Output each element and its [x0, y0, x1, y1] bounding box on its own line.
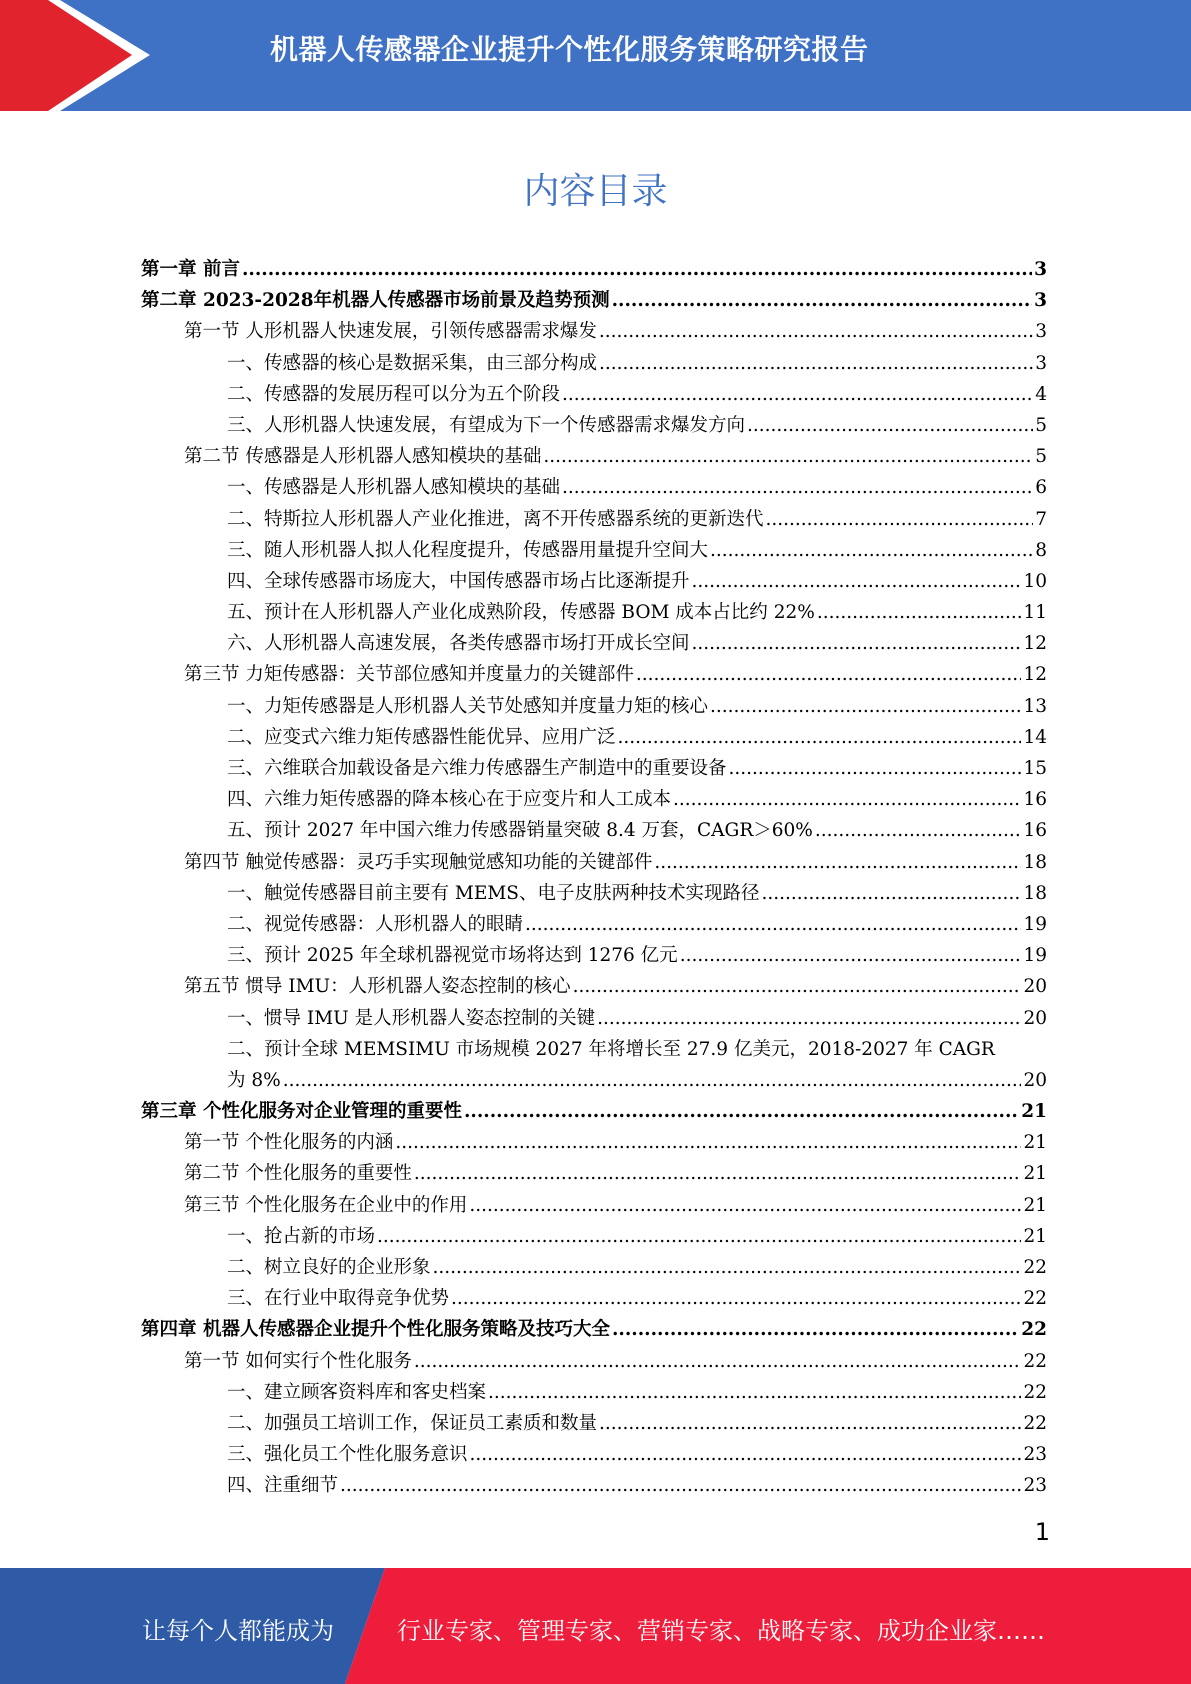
toc-entry-label: 一、抢占新的市场: [227, 1225, 376, 1247]
toc-entry-label: 第二节 传感器是人形机器人感知模块的基础: [184, 446, 542, 468]
toc-dot-leader: [680, 940, 1022, 971]
toc-entry[interactable]: [141, 566, 1047, 597]
toc-page-number: 5: [1035, 446, 1047, 468]
toc-page-number: 3: [1034, 259, 1047, 280]
toc-entry[interactable]: [141, 847, 1047, 878]
toc-dot-leader: [340, 1470, 1021, 1501]
toc-page-number: 20: [1023, 1007, 1047, 1029]
toc-entry-label: 一、传感器的核心是数据采集，由三部分构成: [227, 352, 598, 374]
toc-entry-label: 三、在行业中取得竞争优势: [227, 1288, 450, 1310]
toc-entry[interactable]: [141, 441, 1047, 472]
header-chevron-graphic: [0, 0, 160, 111]
toc-entry-label: 第三节 力矩传感器：关节部位感知并度量力的关键部件: [184, 664, 634, 686]
toc-entry-label: 第一节 人形机器人快速发展，引领传感器需求爆发: [184, 321, 597, 343]
toc-entry-label: 二、传感器的发展历程可以分为五个阶段: [227, 383, 561, 405]
toc-entry[interactable]: [141, 1065, 1047, 1096]
toc-dot-leader: [414, 1346, 1022, 1377]
toc-entry-label: 第二章 2023-2028年机器人传感器市场前景及趋势预测: [141, 290, 610, 312]
toc-entry[interactable]: [141, 971, 1047, 1002]
toc-entry[interactable]: [141, 1314, 1047, 1345]
page-number: 1: [1034, 1518, 1050, 1546]
toc-entry[interactable]: [141, 878, 1047, 909]
toc-entry[interactable]: [141, 285, 1047, 316]
toc-entry[interactable]: [141, 1470, 1047, 1501]
toc-entry-label: 第五节 惯导 IMU：人形机器人姿态控制的核心: [184, 976, 571, 998]
toc-page-number: 18: [1023, 851, 1047, 873]
toc-entry-label: 三、随人形机器人拟人化程度提升，传感器用量提升空间大: [227, 539, 709, 561]
footer-slogan-right: 行业专家、管理专家、营销专家、战略专家、成功企业家……: [397, 1617, 1045, 1645]
toc-page-number: 20: [1023, 976, 1047, 998]
toc-page-number: 10: [1023, 570, 1047, 592]
toc-dot-leader: [414, 1158, 1022, 1189]
toc-dot-leader: [395, 1127, 1021, 1158]
toc-page-number: 7: [1035, 508, 1047, 530]
toc-page-number: 16: [1023, 820, 1047, 842]
toc-dot-leader: [612, 1314, 1019, 1345]
toc-entry-label: 六、人形机器人高速发展，各类传感器市场打开成长空间: [227, 633, 690, 655]
toc-entry-label: 四、六维力矩传感器的降本核心在于应变片和人工成本: [227, 789, 672, 811]
toc-entry-continuation: 为 8%: [227, 1069, 281, 1091]
toc-page-number: 22: [1023, 1381, 1047, 1403]
toc-page-number: 20: [1023, 1069, 1047, 1091]
toc-entry-label: 二、应变式六维力矩传感器性能优异、应用广泛: [227, 726, 616, 748]
toc-dot-leader: [692, 628, 1022, 659]
toc-page-number: 22: [1021, 1319, 1047, 1341]
toc-page-number: 5: [1035, 414, 1047, 436]
toc-dot-leader: [599, 316, 1033, 347]
toc-page-number: 6: [1035, 477, 1047, 499]
toc-entry[interactable]: [141, 1439, 1047, 1470]
toc-entry-label: 三、六维联合加载设备是六维力传感器生产制造中的重要设备: [227, 758, 727, 779]
toc-page-number: 13: [1023, 695, 1047, 717]
toc-page-number: 19: [1023, 913, 1047, 935]
toc-entry[interactable]: [141, 1283, 1047, 1314]
toc-dot-leader: [815, 815, 1022, 846]
toc-page-number: 3: [1035, 352, 1047, 374]
toc-entry-label: 第三章 个性化服务对企业管理的重要性: [141, 1101, 462, 1123]
toc-entry[interactable]: [141, 254, 1047, 285]
toc-entry[interactable]: [141, 1377, 1047, 1408]
toc-entry-label: 五、预计 2027 年中国六维力传感器销量突破 8.4 万套，CAGR＞60%: [227, 820, 813, 842]
toc-entry-label: 三、强化员工个性化服务意识: [227, 1444, 468, 1466]
toc-entry[interactable]: [141, 1096, 1047, 1127]
toc-dot-leader: [543, 441, 1033, 472]
toc-page-number: 12: [1023, 664, 1047, 686]
toc-dot-leader: [488, 1377, 1021, 1408]
toc-page-number: 22: [1023, 1412, 1047, 1434]
toc-entry-label: 第四节 触觉传感器：灵巧手实现触觉感知功能的关键部件: [184, 851, 653, 873]
toc-dot-leader: [618, 722, 1022, 753]
toc-entry-label: 二、视觉传感器：人形机器人的眼睛: [227, 913, 524, 935]
toc-dot-leader: [464, 1096, 1019, 1127]
toc-page-number: 21: [1023, 1225, 1047, 1247]
toc-page-number: 12: [1023, 633, 1047, 655]
toc-dot-leader: [469, 1190, 1021, 1221]
toc-dot-leader: [817, 597, 1022, 628]
toc-entry[interactable]: [141, 348, 1047, 379]
toc-page-number: 4: [1035, 383, 1047, 405]
toc-entry[interactable]: [141, 410, 1047, 441]
toc-entry[interactable]: [141, 722, 1047, 753]
toc-dot-leader: [525, 909, 1021, 940]
toc-entry[interactable]: [141, 659, 1047, 690]
toc-dot-leader: [729, 753, 1022, 784]
toc-entry-label: 四、注重细节: [227, 1475, 339, 1497]
toc-dot-leader: [636, 659, 1022, 690]
toc-entry-label: 二、树立良好的企业形象: [227, 1257, 431, 1278]
toc-entry-label: 一、惯导 IMU 是人形机器人姿态控制的关键: [227, 1007, 596, 1029]
toc-entry[interactable]: [141, 1221, 1047, 1252]
toc-dot-leader: [377, 1221, 1021, 1252]
toc-entry[interactable]: [141, 1003, 1047, 1034]
toc-page-number: 15: [1023, 758, 1047, 779]
toc-entry-label[interactable]: 二、预计全球 MEMSIMU 市场规模 2027 年将增长至 27.9 亿美元，2018-2027 年 CAGR: [227, 1038, 995, 1060]
toc-entry[interactable]: [141, 316, 1047, 347]
toc-entry[interactable]: [141, 1408, 1047, 1439]
toc-entry[interactable]: [141, 379, 1047, 410]
toc-entry[interactable]: [141, 753, 1047, 784]
toc-page-number: 11: [1023, 602, 1047, 624]
toc-page-number: 21: [1021, 1101, 1047, 1123]
toc-dot-leader: [761, 878, 1021, 909]
toc-dot-leader: [654, 847, 1021, 878]
toc-dot-leader: [747, 410, 1033, 441]
toc-dot-leader: [612, 285, 1033, 316]
toc-dot-leader: [433, 1252, 1022, 1283]
toc-page-number: 3: [1034, 290, 1047, 312]
toc-entry-label: 二、特斯拉人形机器人产业化推进，离不开传感器系统的更新迭代: [227, 508, 764, 530]
toc-dot-leader: [562, 379, 1033, 410]
toc-dot-leader: [573, 971, 1022, 1002]
toc-entry[interactable]: [141, 909, 1047, 940]
toc-page-number: 22: [1023, 1257, 1047, 1278]
toc-entry-label: 一、传感器是人形机器人感知模块的基础: [227, 477, 561, 499]
report-title: 机器人传感器企业提升个性化服务策略研究报告: [270, 33, 869, 66]
toc-entry[interactable]: [141, 1252, 1047, 1283]
toc-entry-label: 四、全球传感器市场庞大，中国传感器市场占比逐渐提升: [227, 570, 690, 592]
toc-page-number: 22: [1023, 1350, 1047, 1372]
toc-entry-label: 第四章 机器人传感器企业提升个性化服务策略及技巧大全: [141, 1319, 610, 1341]
toc-entry[interactable]: [141, 1190, 1047, 1221]
toc-page-number: 22: [1023, 1288, 1047, 1310]
toc-dot-leader: [242, 254, 1032, 285]
toc-page-number: 18: [1023, 882, 1047, 904]
toc-entry[interactable]: [141, 1346, 1047, 1377]
toc-entry-label: 第三节 个性化服务在企业中的作用: [184, 1194, 468, 1216]
toc-dot-leader: [710, 691, 1021, 722]
toc-dot-leader: [597, 1003, 1021, 1034]
toc-entry-label: 第一章 前言: [141, 259, 240, 280]
toc-entry-label: 一、建立顾客资料库和客史档案: [227, 1381, 487, 1403]
table-of-contents: [141, 254, 1047, 1502]
toc-dot-leader: [710, 535, 1033, 566]
toc-dot-leader: [283, 1065, 1022, 1096]
toc-entry[interactable]: [141, 1158, 1047, 1189]
toc-entry-label: 第一节 如何实行个性化服务: [184, 1350, 412, 1372]
toc-dot-leader: [673, 784, 1021, 815]
toc-page-number: 16: [1023, 789, 1047, 811]
toc-entry[interactable]: [141, 784, 1047, 815]
footer-slogan-left: 让每个人都能成为: [142, 1617, 334, 1645]
toc-entry-label: 一、力矩传感器是人形机器人关节处感知并度量力矩的核心: [227, 695, 709, 717]
toc-entry[interactable]: [141, 1127, 1047, 1158]
toc-entry[interactable]: [141, 597, 1047, 628]
toc-entry-label: 三、人形机器人快速发展，有望成为下一个传感器需求爆发方向: [227, 414, 746, 436]
toc-page-number: 23: [1023, 1475, 1047, 1497]
toc-entry[interactable]: [141, 691, 1047, 722]
toc-entry-label: 二、加强员工培训工作，保证员工素质和数量: [227, 1412, 598, 1434]
toc-page-number: 21: [1023, 1194, 1047, 1216]
toc-entry[interactable]: [141, 472, 1047, 503]
toc-dot-leader: [766, 504, 1034, 535]
toc-dot-leader: [451, 1283, 1021, 1314]
toc-dot-leader: [562, 472, 1033, 503]
toc-page-number: 3: [1035, 321, 1047, 343]
toc-page-number: 19: [1023, 945, 1047, 967]
toc-entry[interactable]: [141, 504, 1047, 535]
toc-entry[interactable]: [141, 628, 1047, 659]
toc-page-number: 23: [1023, 1444, 1047, 1466]
toc-entry[interactable]: [141, 535, 1047, 566]
toc-dot-leader: [692, 566, 1022, 597]
toc-entry-label: 一、触觉传感器目前主要有 MEMS、电子皮肤两种技术实现路径: [227, 882, 760, 904]
toc-page-number: 21: [1023, 1132, 1047, 1154]
toc-dot-leader: [599, 1408, 1021, 1439]
toc-page-number: 14: [1023, 726, 1047, 748]
toc-heading: 内容目录: [523, 171, 668, 212]
toc-page-number: 8: [1035, 539, 1047, 561]
toc-page-number: 21: [1023, 1163, 1047, 1185]
toc-entry-label: 第二节 个性化服务的重要性: [184, 1163, 412, 1185]
toc-entry-label: 三、预计 2025 年全球机器视觉市场将达到 1276 亿元: [227, 945, 678, 967]
toc-entry[interactable]: [141, 815, 1047, 846]
toc-entry-label: 第一节 个性化服务的内涵: [184, 1132, 394, 1154]
toc-dot-leader: [599, 348, 1033, 379]
toc-dot-leader: [470, 1439, 1022, 1470]
toc-entry[interactable]: [141, 940, 1047, 971]
header-banner: [0, 0, 1191, 111]
toc-entry-label: 五、预计在人形机器人产业化成熟阶段，传感器 BOM 成本占比约 22%: [227, 602, 815, 624]
